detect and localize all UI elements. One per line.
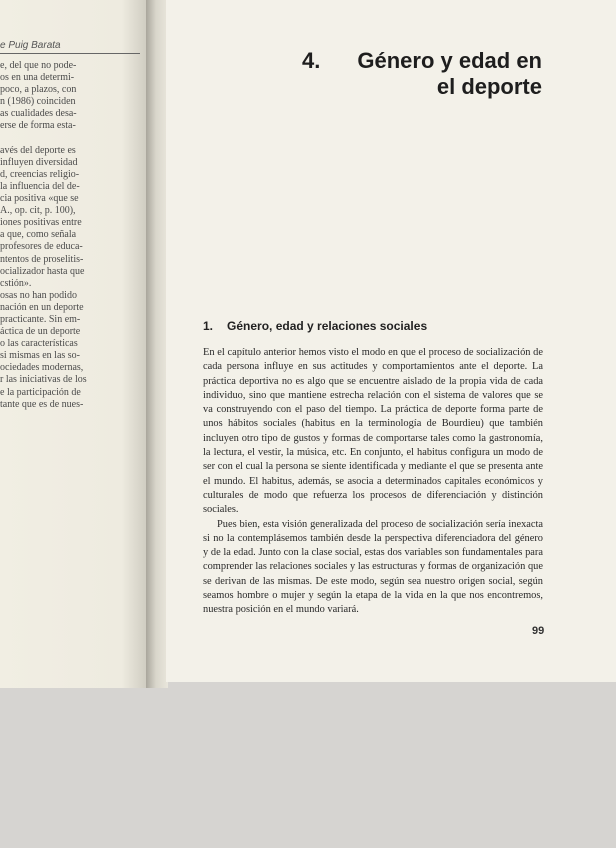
paragraph: En el capítulo anterior hemos visto el modo en que el proceso de socialización de cada persona influye en sus actitudes y comportamientos ante el deporte. La práctica deportiva no es algo que se encuentre aislado de la propia vida de cada individuo, sino que mantiene estrecha relación con el sistema de valores que se va construyendo con el paso del tiempo. La práctica de deporte forma parte de unos hábitos sociales (habitus en la terminología de Bourdieu) que también incluyen otro tipo de gustos y formas de comportarse tales como la gastronomía, la lectura, el vestir, la música, etc. En conjunto, el habitus configura un modo de ser con el cual la persona se siente identificada y mediante el que se presenta ante el mundo. El habitus, además, se asocia a determinados capitales económicos y culturales de modo que refuerza los procesos de diferenciación y distinción sociales.	[203, 347, 543, 516]
left-page-line: practicante. Sin em-	[0, 313, 81, 325]
left-page-line: si mismas en las so-	[0, 350, 80, 362]
left-page-line: A., op. cit, p. 100),	[0, 205, 76, 217]
chapter-title-line2: el deporte	[436, 74, 542, 99]
header-rule	[0, 53, 140, 54]
left-page-line: os en una determi-	[0, 72, 75, 84]
left-page-line: e la participación de	[0, 386, 81, 398]
left-page	[0, 0, 152, 688]
left-page-line: a que, como señala	[0, 229, 77, 241]
book-gutter	[146, 0, 168, 688]
left-page-line: iones positivas entre	[0, 217, 82, 229]
left-page-line: osas no han podido	[0, 289, 77, 301]
paragraph: Pues bien, esta visión generalizada del proceso de socialización sería inexacta si no la contemplásemos también desde la perspectiva diferenciadora del género y de la edad. Junto con la clase social, estas dos variables son fundamentales para comprender las relaciones sociales y las estructuras y formas de organización que se derivan de las mismas. De este modo, según sea nuestro origen social, según seamos hombre o mujer y según la etapa de la vida en la que nos encontremos, nuestra posición en el mundo variará.	[203, 518, 543, 616]
left-page-line	[0, 133, 150, 145]
left-page-line: cia positiva «que se	[0, 193, 79, 205]
chapter-number: 4.	[302, 48, 321, 73]
body-text	[203, 346, 543, 618]
running-header: e Puig Barata	[0, 40, 61, 51]
left-page-line: áctica de un deporte	[0, 326, 81, 338]
left-page-line: e, del que no pode-	[0, 60, 77, 71]
left-page-line: n (1986) coinciden	[0, 96, 76, 108]
left-page-line: erse de forma esta-	[0, 120, 76, 132]
left-page-line: o las características	[0, 338, 78, 350]
left-page-line: ntentos de proselitis-	[0, 253, 84, 265]
left-page-line: as cualidades desa-	[0, 108, 77, 120]
page-number: 99	[532, 625, 545, 637]
left-page-line: poco, a plazos, con	[0, 84, 77, 96]
section-number: 1.	[203, 319, 214, 333]
left-page-line: d, creencias religio-	[0, 168, 80, 180]
left-page-line: influyen diversidad	[0, 156, 78, 168]
left-page-line: cstión».	[0, 277, 32, 289]
left-page-text	[0, 60, 150, 411]
section-title: Género, edad y relaciones sociales	[227, 319, 428, 333]
section-heading	[203, 319, 427, 333]
left-page-line: la influencia del de-	[0, 180, 80, 192]
left-page-line: tante que es de nues-	[0, 398, 84, 410]
left-page-line: nación en un deporte	[0, 301, 84, 313]
left-page-line: r las iniciativas de los	[0, 374, 87, 386]
left-page-line: avés del deporte es	[0, 144, 76, 156]
chapter-title-line1: Género y edad en	[357, 48, 542, 73]
left-page-line: profesores de educa-	[0, 241, 83, 253]
chapter-title	[357, 48, 542, 100]
left-page-line: ociedades modernas,	[0, 362, 84, 374]
left-page-line: ocializador hasta que	[0, 265, 85, 277]
